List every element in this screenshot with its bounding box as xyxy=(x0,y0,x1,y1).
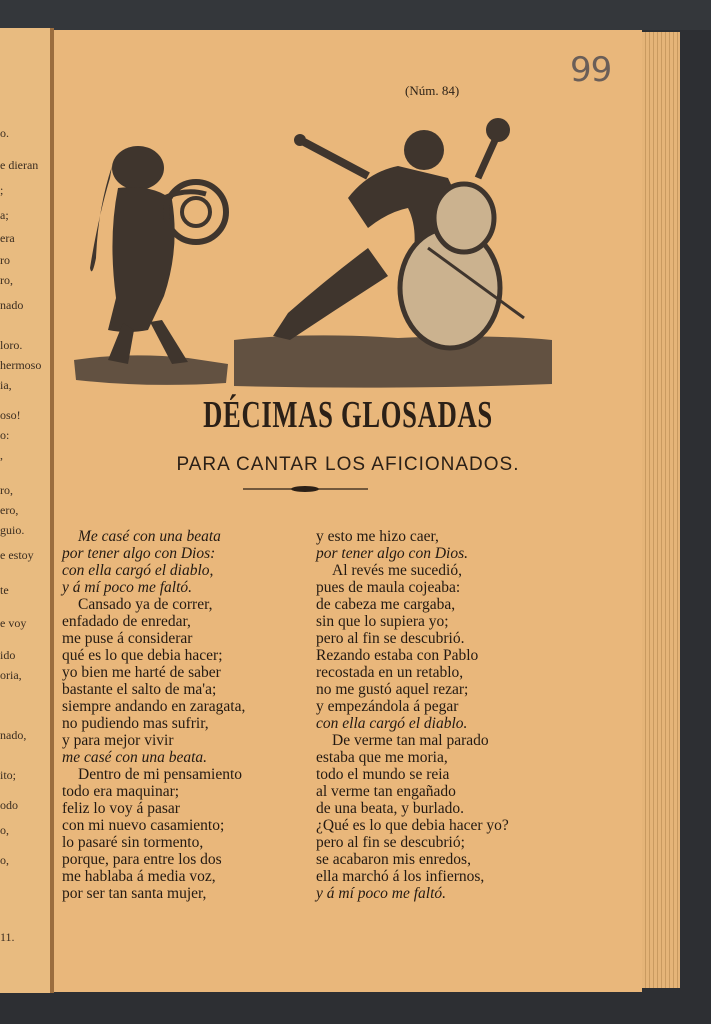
previous-page-fragment: ido xyxy=(0,648,16,662)
verse-line: se acabaron mis enredos, xyxy=(316,851,471,868)
verse-line: todo era maquinar; xyxy=(62,783,180,800)
horn-player-figure xyxy=(90,146,226,364)
previous-page-fragment: oso! xyxy=(0,408,21,422)
verse-line: porque, para entre los dos xyxy=(62,851,222,868)
decorative-rule xyxy=(243,484,368,494)
verse-line: recostada en un retablo, xyxy=(316,664,464,681)
previous-page-fragment: , xyxy=(0,448,3,462)
verse-line: sin que lo supiera yo; xyxy=(316,613,449,630)
previous-page-fragment: ro, xyxy=(0,273,13,287)
verse-line: con mi nuevo casamiento; xyxy=(62,817,225,834)
verse-line: no me gustó aquel rezar; xyxy=(316,681,469,698)
verse-line: me puse á considerar xyxy=(62,630,193,647)
woodcut-illustration xyxy=(68,108,558,393)
verse-line: me casé con una beata. xyxy=(62,749,208,766)
verse-line: ella marchó á los infiernos, xyxy=(316,868,485,885)
verse-line: siempre andando en zaragata, xyxy=(62,698,246,715)
verse-line: lo pasaré sin tormento, xyxy=(62,834,204,851)
previous-page-fragment: e voy xyxy=(0,616,27,630)
verse-line: ¿Qué es lo que debia hacer yo? xyxy=(316,817,509,834)
verse-line: yo bien me harté de saber xyxy=(62,664,221,681)
verse-column-right xyxy=(316,528,576,902)
previous-page-fragment: ; xyxy=(0,183,4,197)
cellist-figure xyxy=(273,118,524,348)
verse-line: enfadado de enredar, xyxy=(62,613,191,630)
verse-column-left xyxy=(62,528,307,902)
verse-line: y á mí poco me faltó. xyxy=(316,885,447,902)
previous-page-fragment: hermoso xyxy=(0,358,42,372)
previous-page-fragment: ro, xyxy=(0,483,13,497)
verse-line: pero al fin se descubrió; xyxy=(316,834,465,851)
page-edges xyxy=(642,32,680,988)
previous-page-fragment: o. xyxy=(0,126,9,140)
verse-line: Cansado ya de correr, xyxy=(78,596,213,613)
previous-page-fragment: loro. xyxy=(0,338,23,352)
previous-page-fragment: o: xyxy=(0,428,10,442)
previous-page-fragment: o, xyxy=(0,823,9,837)
page-folio-number: 99 xyxy=(570,50,612,90)
previous-page-edge xyxy=(0,28,52,993)
previous-page-fragment: nado xyxy=(0,298,24,312)
verse-line: de una beata, y burlado. xyxy=(316,800,465,817)
previous-page-fragment: a; xyxy=(0,208,9,222)
verse-line: pues de maula cojeaba: xyxy=(316,579,461,596)
previous-page-fragment: 11. xyxy=(0,930,15,944)
page-title: DÉCIMAS GLOSADAS xyxy=(203,394,493,436)
previous-page-fragment: guio. xyxy=(0,523,25,537)
verse-line: con ella cargó el diablo. xyxy=(316,715,468,732)
previous-page-fragment: te xyxy=(0,583,9,597)
previous-page-fragment: ito; xyxy=(0,768,17,782)
verse-line: al verme tan engañado xyxy=(316,783,456,800)
previous-page-fragment: ro xyxy=(0,253,10,267)
verse-line: bastante el salto de ma'a; xyxy=(62,681,217,698)
verse-line: y esto me hizo caer, xyxy=(316,528,439,545)
verse-line: todo el mundo se reia xyxy=(316,766,450,783)
previous-page-fragment: odo xyxy=(0,798,18,812)
verse-line: de cabeza me cargaba, xyxy=(316,596,456,613)
verse-line: por ser tan santa mujer, xyxy=(62,885,207,902)
previous-page-fragment: era xyxy=(0,231,15,245)
previous-page-fragment: e estoy xyxy=(0,548,34,562)
previous-page-fragment: ia, xyxy=(0,378,12,392)
verse-line: y empezándola á pegar xyxy=(316,698,459,715)
verse-line: me hablaba á media voz, xyxy=(62,868,216,885)
verse-line: feliz lo voy á pasar xyxy=(62,800,180,817)
verse-line: con ella cargó el diablo, xyxy=(62,562,214,579)
verse-line: y para mejor vivir xyxy=(62,732,174,749)
scanner-background xyxy=(0,0,711,30)
previous-page-fragment: ero, xyxy=(0,503,19,517)
verse-line: qué es lo que debia hacer; xyxy=(62,647,223,664)
verse-line: estaba que me moria, xyxy=(316,749,448,766)
previous-page-fragment: nado, xyxy=(0,728,27,742)
verse-line: y á mí poco me faltó. xyxy=(62,579,193,596)
page-subtitle: PARA CANTAR LOS AFICIONADOS. xyxy=(176,454,520,475)
verse-line: Al revés me sucedió, xyxy=(332,562,462,579)
verse-line: por tener algo con Dios: xyxy=(62,545,216,562)
verse-line: Dentro de mi pensamiento xyxy=(78,766,242,783)
verse-line: Rezando estaba con Pablo xyxy=(316,647,479,664)
previous-page-fragment: o, xyxy=(0,853,9,867)
ground-base xyxy=(74,335,552,387)
verse-line: pero al fin se descubrió. xyxy=(316,630,465,647)
previous-page-fragment: e dieran xyxy=(0,158,39,172)
issue-number-label: (Núm. 84) xyxy=(405,83,460,98)
verse-line: Me casé con una beata xyxy=(78,528,221,545)
verse-line: no pudiendo mas sufrir, xyxy=(62,715,209,732)
previous-page-fragment: oria, xyxy=(0,668,22,682)
verse-line: De verme tan mal parado xyxy=(332,732,489,749)
verse-line: por tener algo con Dios. xyxy=(316,545,468,562)
